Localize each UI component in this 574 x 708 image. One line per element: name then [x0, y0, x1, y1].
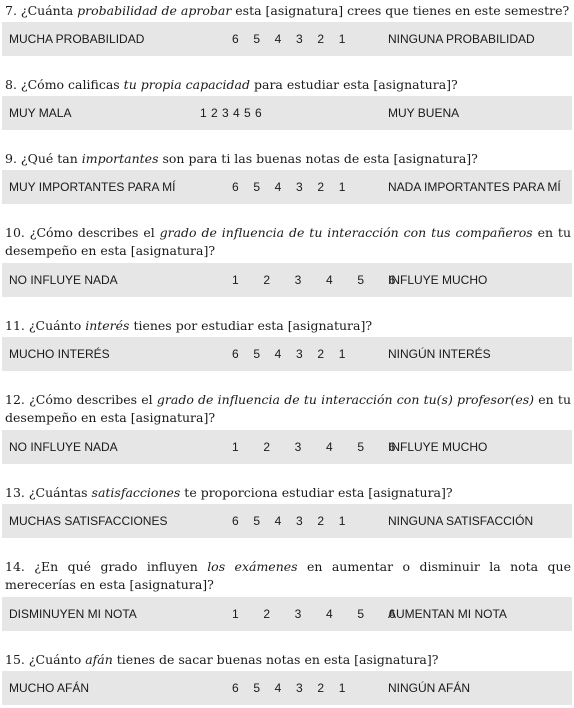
- rating-scale[interactable]: 1 2 3 4 5 6: [232, 273, 396, 287]
- question-text: [5, 150, 571, 168]
- rating-scale[interactable]: 6 5 4 3 2 1: [232, 514, 346, 528]
- question-12: [5, 391, 571, 427]
- scale-right-label: MUY BUENA: [388, 106, 460, 120]
- scale-left-label: NO INFLUYE NADA: [9, 440, 118, 454]
- rating-scale[interactable]: 6 5 4 3 2 1: [232, 347, 346, 361]
- question-text-part: 14. ¿En qué grado influyen: [5, 559, 208, 574]
- question-text-part: 10. ¿Cómo describes el: [5, 225, 160, 240]
- answer-row-9: [2, 170, 572, 204]
- question-text-part: 11. ¿Cuánto: [5, 318, 86, 333]
- question-text-part: esta [asignatura] crees que tienes en este semestre?: [231, 3, 570, 18]
- question-text-part: 7. ¿Cuánta: [5, 3, 78, 18]
- question-text: [5, 2, 571, 20]
- question-text-part: 12. ¿Cómo describes el: [5, 392, 157, 407]
- question-text-part: tienes de sacar buenas notas en esta [asignatura]?: [112, 652, 439, 667]
- answer-row-7: [2, 22, 572, 56]
- rating-scale[interactable]: 6 5 4 3 2 1: [232, 32, 346, 46]
- scale-left-label: NO INFLUYE NADA: [9, 273, 118, 287]
- question-text-emphasis: afán: [85, 652, 113, 667]
- scale-right-label: NADA IMPORTANTES PARA MÍ: [388, 180, 561, 194]
- rating-scale[interactable]: 1 2 3 4 5 6: [200, 106, 263, 120]
- question-text-part: 15. ¿Cuánto: [5, 652, 86, 667]
- question-7: [5, 2, 571, 20]
- question-10: [5, 224, 571, 260]
- question-text-emphasis: tu propia capacidad: [123, 77, 251, 92]
- question-text: [5, 484, 571, 502]
- question-9: [5, 150, 571, 168]
- question-text: [5, 224, 571, 260]
- scale-left-label: MUY IMPORTANTES PARA MÍ: [9, 180, 176, 194]
- scale-right-label: NINGUNA SATISFACCIÓN: [388, 514, 534, 528]
- scale-right-label: INFLUYE MUCHO: [388, 440, 488, 454]
- question-text-part: en tu desempeño en esta [asignatura]?: [5, 392, 571, 425]
- answer-row-13: [2, 504, 572, 538]
- question-8: [5, 76, 571, 94]
- question-text-emphasis: grado de influencia de tu interacción con tu(s) profesor(es): [156, 392, 535, 407]
- question-text: [5, 651, 571, 669]
- question-text-part: tienes por estudiar esta [asignatura]?: [129, 318, 373, 333]
- rating-scale[interactable]: 1 2 3 4 5 6: [232, 607, 396, 621]
- question-text: [5, 76, 571, 94]
- question-text: [5, 558, 571, 594]
- answer-row-15: [2, 671, 572, 705]
- question-text-emphasis: grado de influencia de tu interacción con tus compañeros: [159, 225, 533, 240]
- scale-right-label: NINGÚN INTERÉS: [388, 347, 491, 361]
- scale-left-label: MUCHO AFÁN: [9, 681, 90, 695]
- question-text-part: 9. ¿Qué tan: [5, 151, 82, 166]
- question-15: [5, 651, 571, 669]
- answer-row-8: [2, 96, 572, 130]
- question-13: [5, 484, 571, 502]
- question-text-part: en tu desempeño en esta [asignatura]?: [5, 225, 571, 258]
- scale-right-label: INFLUYE MUCHO: [388, 273, 488, 287]
- question-text-emphasis: importantes: [81, 151, 159, 166]
- question-text-part: 13. ¿Cuántas: [5, 485, 92, 500]
- question-text-part: en aumentar o disminuir la nota que merecerías en esta [asignatura]?: [5, 559, 571, 592]
- scale-left-label: MUCHO INTERÉS: [9, 347, 110, 361]
- answer-row-14: [2, 597, 572, 631]
- scale-left-label: MUY MALA: [9, 106, 72, 120]
- question-14: [5, 558, 571, 594]
- question-text-emphasis: interés: [85, 318, 130, 333]
- question-text-emphasis: los exámenes: [207, 559, 298, 574]
- answer-row-12: [2, 430, 572, 464]
- scale-left-label: MUCHAS SATISFACCIONES: [9, 514, 168, 528]
- rating-scale[interactable]: 6 5 4 3 2 1: [232, 180, 346, 194]
- question-text: [5, 317, 571, 335]
- question-11: [5, 317, 571, 335]
- scale-right-label: NINGUNA PROBABILIDAD: [388, 32, 535, 46]
- question-text-emphasis: probabilidad de aprobar: [77, 3, 232, 18]
- answer-row-11: [2, 337, 572, 371]
- question-text-emphasis: satisfacciones: [91, 485, 181, 500]
- scale-right-label: AUMENTAN MI NOTA: [388, 607, 507, 621]
- scale-right-label: NINGÚN AFÁN: [388, 681, 471, 695]
- scale-left-label: DISMINUYEN MI NOTA: [9, 607, 137, 621]
- question-text-part: te proporciona estudiar esta [asignatura]?: [180, 485, 453, 500]
- question-text-part: para estudiar esta [asignatura]?: [250, 77, 458, 92]
- question-text-part: son para ti las buenas notas de esta [asignatura]?: [158, 151, 478, 166]
- question-text-part: 8. ¿Cómo calificas: [5, 77, 124, 92]
- question-text: [5, 391, 571, 427]
- answer-row-10: [2, 263, 572, 297]
- rating-scale[interactable]: 1 2 3 4 5 6: [232, 440, 396, 454]
- scale-left-label: MUCHA PROBABILIDAD: [9, 32, 145, 46]
- rating-scale[interactable]: 6 5 4 3 2 1: [232, 681, 346, 695]
